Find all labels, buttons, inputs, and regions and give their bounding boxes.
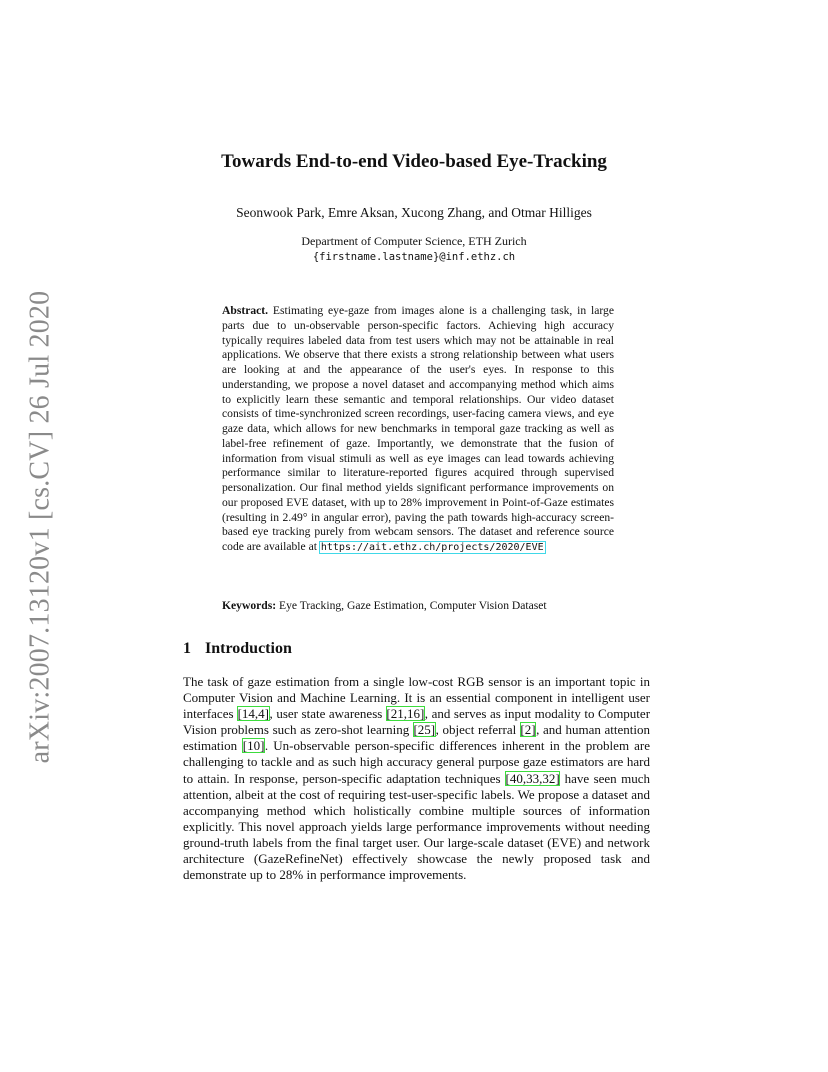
- intro-text: The task of gaze estimation from a single low-cost RGB sensor is an important topic in Computer Vision and Machine Learning. It is an essential component in intelligent user interfaces: [183, 674, 650, 722]
- intro-paragraph: [183, 674, 650, 883]
- arxiv-watermark-text: arXiv:2007.13120v1 [cs.CV] 26 Jul 2020: [24, 290, 55, 764]
- citation-link[interactable]: [21,16]: [386, 706, 425, 722]
- citation-link[interactable]: [40,33,32]: [505, 770, 560, 786]
- section-title: Introduction: [205, 640, 292, 657]
- citation-link[interactable]: [14,4]: [237, 706, 270, 722]
- citation-link[interactable]: [10]: [242, 738, 265, 754]
- keywords: [222, 599, 622, 612]
- citation-link[interactable]: [25]: [413, 722, 436, 738]
- paper-title: Towards End-to-end Video-based Eye-Tracking: [221, 151, 607, 172]
- affiliation-block: [100, 233, 728, 265]
- intro-text: , and serves as input modality to Computer Vision problems such as zero-shot learning: [183, 706, 651, 738]
- section-heading: [183, 640, 292, 658]
- intro-text: , user state awareness: [269, 706, 383, 722]
- arxiv-watermark: [22, 290, 58, 764]
- affiliation: Department of Computer Science, ETH Zurich: [301, 234, 527, 248]
- section-number: 1: [183, 640, 191, 657]
- keywords-label: Keywords:: [222, 599, 277, 612]
- abstract: [222, 304, 614, 556]
- intro-text: , object referral: [435, 722, 517, 738]
- intro-text: have seen much attention, albeit at the cost of requiring test-user-specific labels. We propose a dataset and accompanying method which holistically combine multiple sources of information explicitly. This novel approach yields large performance improvements without needing ground-truth labels from the final target user. Our large-scale dataset (EVE) and network architecture (GazeRefineNet) effectively showcase the newly proposed task and demonstrate up to 28% in performance improvements.: [183, 770, 650, 883]
- citation-link[interactable]: [2]: [520, 722, 536, 738]
- abstract-text: Estimating eye-gaze from images alone is a challenging task, in large parts due to un-observable person-specific factors. Achieving high accuracy typically requires labeled data from test users which may not be attainable in real applications. We observe that there exists a strong relationship between what users are looking at and the appearance of the user's eyes. In response to this understanding, we propose a novel dataset and accompanying method which aims to explicitly learn these semantic and temporal relationships. Our video dataset consists of time-synchronized screen recordings, user-facing camera views, and eye gaze data, which allows for new benchmarks in temporal gaze tracking as well as label-free refinement of gaze. Importantly, we demonstrate that the fusion of information from visual stimuli as well as eye images can lead towards achieving performance similar to literature-reported figures acquired through supervised personalization. Our final method yields significant performance improvements on our proposed EVE dataset, with up to 28% improvement in Point-of-Gaze estimates (resulting in 2.49° in angular error), paving the path towards high-accuracy screen-based eye tracking purely from webcam sensors. The dataset and reference source code are available at: [222, 304, 614, 553]
- author-list: Seonwook Park, Emre Aksan, Xucong Zhang, and Otmar Hilliges: [236, 205, 592, 220]
- keywords-text: Eye Tracking, Gaze Estimation, Computer Vision Dataset: [279, 599, 547, 612]
- intro-text: , and human attention estimation: [183, 722, 651, 754]
- project-link[interactable]: https://ait.ethz.ch/projects/2020/EVE: [320, 542, 544, 553]
- email: {firstname.lastname}@inf.ethz.ch: [312, 251, 516, 263]
- intro-text: . Un-observable person-specific differences inherent in the problem are challenging to tackle and as such high accuracy general purpose gaze estimators are hard to attain. In response, person-specific adaptation techniques: [183, 738, 651, 786]
- abstract-label: Abstract.: [222, 304, 269, 317]
